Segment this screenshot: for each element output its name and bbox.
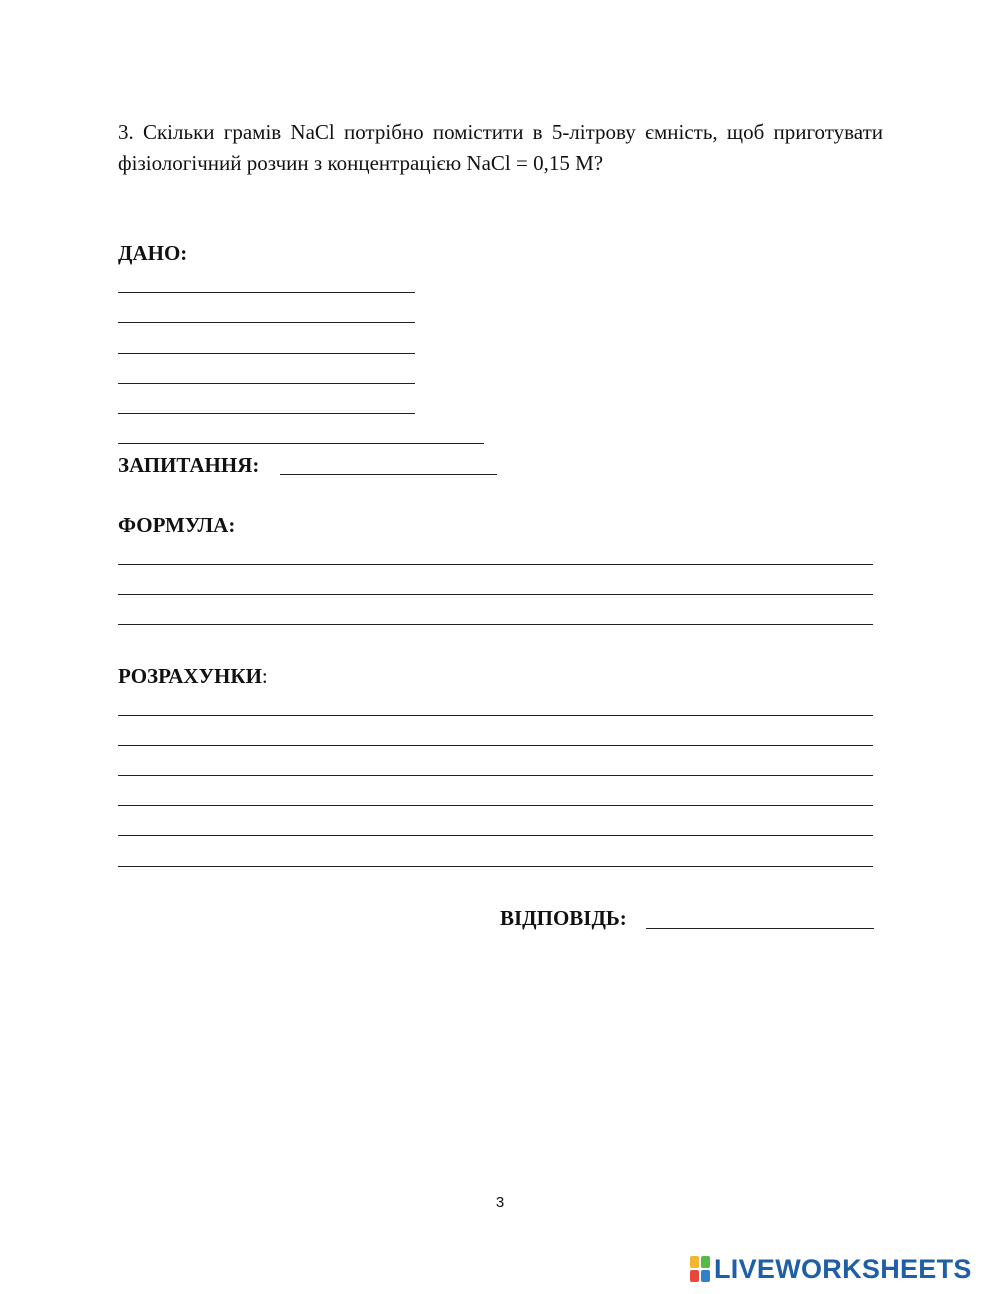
- logo-mark-square: [701, 1270, 710, 1282]
- calculations-line-2[interactable]: [118, 745, 873, 746]
- formula-line-1[interactable]: [118, 564, 873, 565]
- given-answer-line-4[interactable]: [118, 383, 415, 384]
- given-answer-line-1[interactable]: [118, 292, 415, 293]
- formula-line-3[interactable]: [118, 624, 873, 625]
- answer-line[interactable]: [646, 928, 874, 929]
- formula-heading: ФОРМУЛА:: [118, 513, 236, 537]
- given-heading: ДАНО:: [118, 241, 188, 265]
- page-number: 3: [495, 1194, 505, 1211]
- calculations-line-4[interactable]: [118, 805, 873, 806]
- given-answer-line-3[interactable]: [118, 353, 415, 354]
- question-answer-line[interactable]: [280, 474, 497, 475]
- question-heading: ЗАПИТАННЯ:: [118, 453, 260, 477]
- calculations-heading-label: РОЗРАХУНКИ: [118, 664, 262, 688]
- given-separator-line: [118, 443, 484, 444]
- formula-line-2[interactable]: [118, 594, 873, 595]
- calculations-heading-colon: :: [261, 664, 268, 688]
- logo-mark-square: [690, 1256, 699, 1268]
- question-text: 3. Скільки грамів NaCl потрібно помістити в 5-літрову ємність, щоб приготувати фізіологічний розчин з концентрацією NaCl = 0,15 М?: [118, 120, 883, 175]
- logo-mark-square: [690, 1270, 699, 1282]
- logo-mark-square: [701, 1256, 710, 1268]
- calculations-line-1[interactable]: [118, 715, 873, 716]
- calculations-line-3[interactable]: [118, 775, 873, 776]
- calculations-line-5[interactable]: [118, 835, 873, 836]
- liveworksheets-logo[interactable]: [690, 1252, 972, 1286]
- answer-heading: ВІДПОВІДЬ:: [500, 906, 627, 930]
- given-answer-line-5[interactable]: [118, 413, 415, 414]
- logo-text: LIVEWORKSHEETS: [714, 1254, 972, 1284]
- calculations-heading: [118, 664, 268, 688]
- logo-mark-icon: [690, 1256, 710, 1282]
- given-answer-line-2[interactable]: [118, 322, 415, 323]
- calculations-line-6[interactable]: [118, 866, 873, 867]
